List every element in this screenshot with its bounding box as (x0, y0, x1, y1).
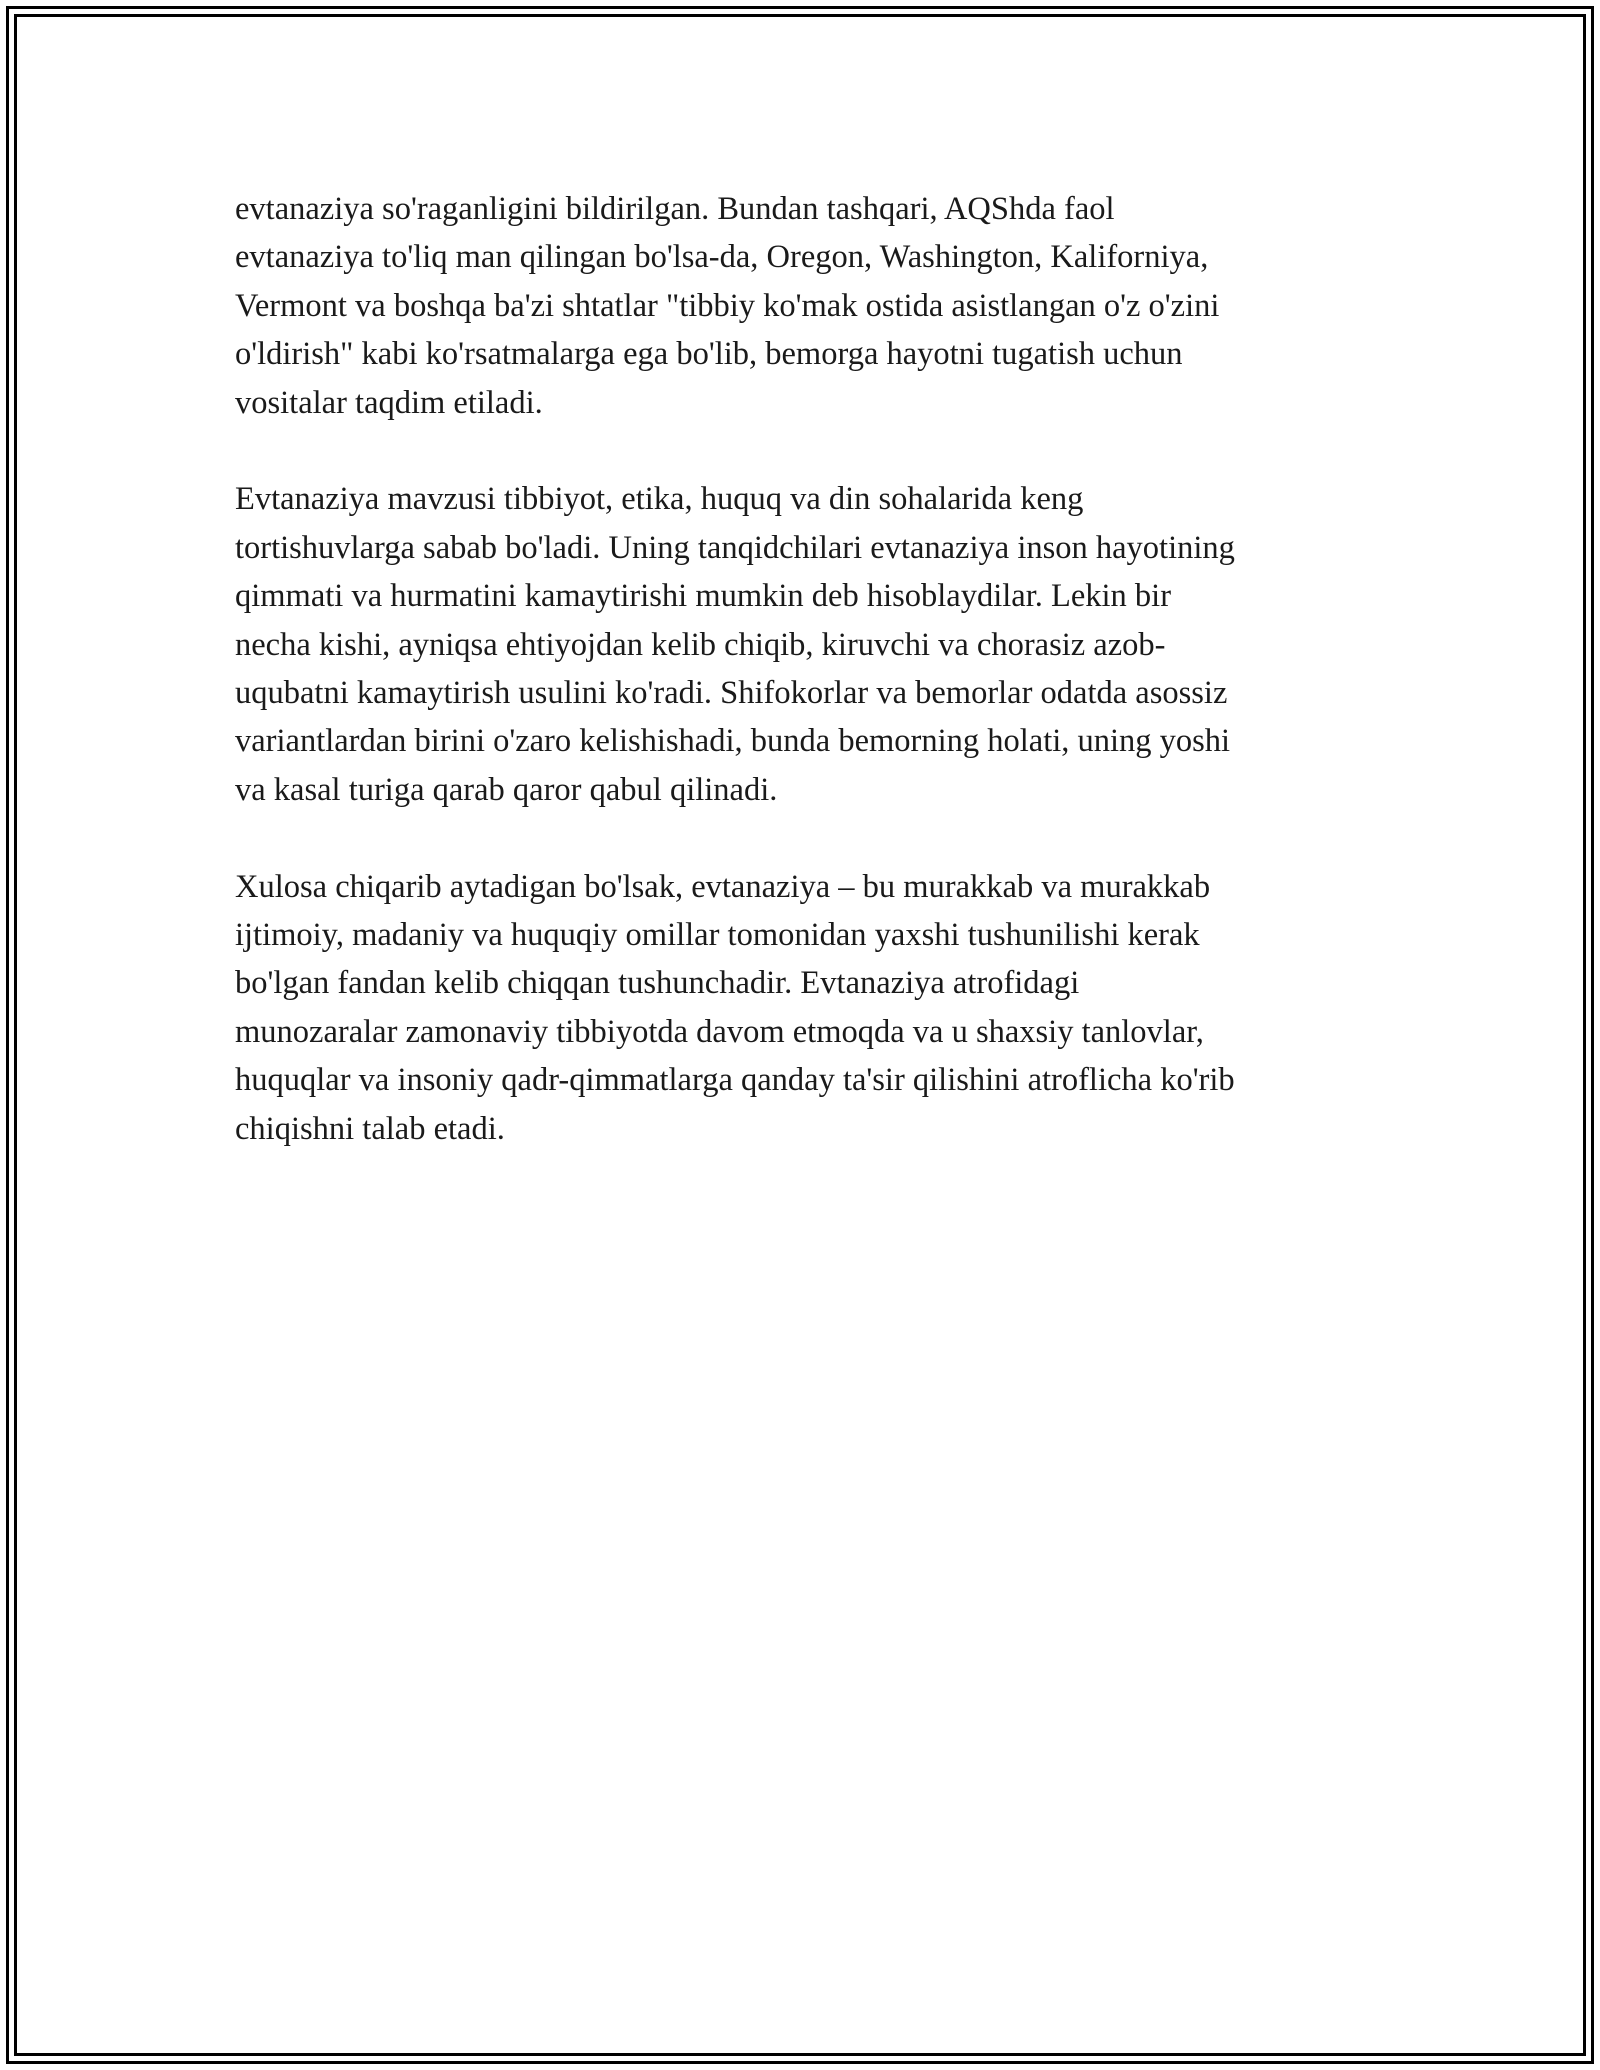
text-line: munozaralar zamonaviy tibbiyotda davom etmoqda va u shaxsiy tanlovlar, (235, 1013, 1204, 1050)
paragraph-1 (235, 185, 1375, 427)
text-line: evtanaziya to'liq man qilingan bo'lsa-da, Oregon, Washington, Kaliforniya, (235, 239, 1209, 276)
text-line: va kasal turiga qarab qaror qabul qilinadi. (235, 771, 778, 808)
text-line: bo'lgan fandan kelib chiqqan tushunchadir. Evtanaziya atrofidagi (235, 965, 1080, 1002)
text-line: Xulosa chiqarib aytadigan bo'lsak, evtanaziya – bu murakkab va murakkab (235, 868, 1211, 905)
text-line: ijtimoiy, madaniy va huquqiy omillar tomonidan yaxshi tushunilishi kerak (235, 917, 1200, 954)
text-line: o'ldirish" kabi ko'rsatmalarga ega bo'lib, bemorga hayotni tugatish uchun (235, 336, 1183, 373)
text-line: chiqishni talab etadi. (235, 1110, 505, 1147)
text-line: Evtanaziya mavzusi tibbiyot, etika, huquq va din sohalarida keng (235, 481, 1084, 518)
text-line: tortishuvlarga sabab bo'ladi. Uning tanqidchilari evtanaziya inson hayotining (235, 529, 1235, 566)
text-line: variantlardan birini o'zaro kelishishadi, bunda bemorning holati, uning yoshi (235, 723, 1231, 760)
paragraph-2 (235, 475, 1375, 814)
text-line: qimmati va hurmatini kamaytirishi mumkin deb hisoblaydilar. Lekin bir (235, 578, 1172, 615)
paragraph-3 (235, 863, 1375, 1153)
text-line: huquqlar va insoniy qadr-qimmatlarga qanday ta'sir qilishini atroflicha ko'rib (235, 1062, 1235, 1099)
text-line: necha kishi, ayniqsa ehtiyojdan kelib chiqib, kiruvchi va chorasiz azob- (235, 626, 1166, 663)
text-line: Vermont va boshqa ba'zi shtatlar "tibbiy ko'mak ostida asistlangan o'z o'zini (235, 287, 1220, 324)
text-line: uqubatni kamaytirish usulini ko'radi. Shifokorlar va bemorlar odatda asossiz (235, 675, 1228, 712)
document-body (235, 185, 1375, 1201)
text-line: evtanaziya so'raganligini bildirilgan. Bundan tashqari, AQShda faol (235, 191, 1115, 227)
text-line: vositalar taqdim etiladi. (235, 384, 543, 421)
